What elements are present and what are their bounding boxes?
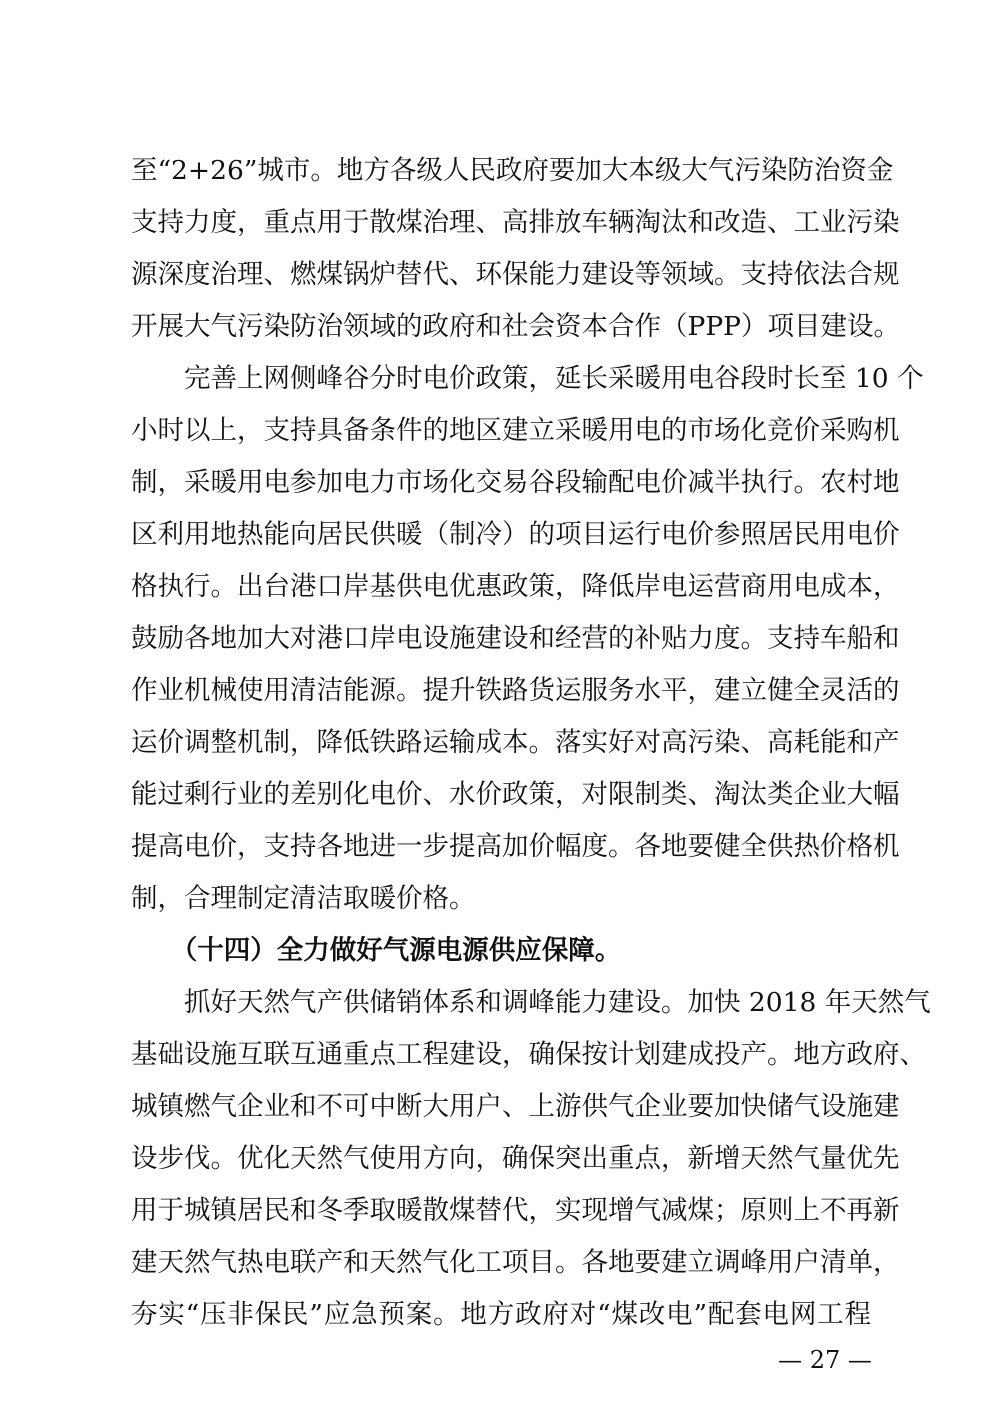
paragraph-line: 格执行。出台港口岸基供电优惠政策，降低岸电运营商用电成本， xyxy=(131,571,900,602)
section-heading: （十四）全力做好气源电源供应保障。 xyxy=(131,935,622,966)
paragraph-line: 城镇燃气企业和不可中断大用户、上游供气企业要加快储气设施建 xyxy=(131,1091,900,1122)
paragraph-line: 设步伐。优化天然气使用方向，确保突出重点，新增天然气量优先 xyxy=(131,1143,900,1174)
paragraph-line: 运价调整机制，降低铁路运输成本。落实好对高污染、高耗能和产 xyxy=(131,727,900,758)
paragraph-line: 制，合理制定清洁取暖价格。 xyxy=(131,883,476,914)
paragraph-line: 能过剩行业的差别化电价、水价政策，对限制类、淘汰类企业大幅 xyxy=(131,779,900,810)
paragraph-line: 制，采暖用电参加电力市场化交易谷段输配电价减半执行。农村地 xyxy=(131,467,900,498)
paragraph-line: 支持力度，重点用于散煤治理、高排放车辆淘汰和改造、工业污染 xyxy=(131,207,900,238)
paragraph-line: 完善上网侧峰谷分时电价政策，延长采暖用电谷段时长至 10 个 xyxy=(131,363,924,394)
paragraph-line: 抓好天然气产供储销体系和调峰能力建设。加快 2018 年天然气 xyxy=(131,987,931,1018)
paragraph-line: 基础设施互联互通重点工程建设，确保按计划建成投产。地方政府、 xyxy=(131,1039,926,1070)
page-number: — 27 — xyxy=(778,1346,872,1374)
paragraph-line: 至“2+26”城市。地方各级人民政府要加大本级大气污染防治资金 xyxy=(131,155,894,186)
paragraph-line: 鼓励各地加大对港口岸电设施建设和经营的补贴力度。支持车船和 xyxy=(131,623,900,654)
paragraph-line: 开展大气污染防治领域的政府和社会资本合作（PPP）项目建设。 xyxy=(131,311,900,342)
paragraph-line: 夯实“压非保民”应急预案。地方政府对“煤改电”配套电网工程 xyxy=(131,1299,871,1330)
paragraph-line: 源深度治理、燃煤锅炉替代、环保能力建设等领域。支持依法合规 xyxy=(131,259,900,290)
paragraph-line: 区利用地热能向居民供暖（制冷）的项目运行电价参照居民用电价 xyxy=(131,519,900,550)
paragraph-line: 提高电价，支持各地进一步提高加价幅度。各地要健全供热价格机 xyxy=(131,831,900,862)
paragraph-line: 用于城镇居民和冬季取暖散煤替代，实现增气减煤；原则上不再新 xyxy=(131,1195,900,1226)
paragraph-line: 作业机械使用清洁能源。提升铁路货运服务水平，建立健全灵活的 xyxy=(131,675,900,706)
paragraph-line: 建天然气热电联产和天然气化工项目。各地要建立调峰用户清单， xyxy=(131,1247,900,1278)
paragraph-line: 小时以上，支持具备条件的地区建立采暖用电的市场化竞价采购机 xyxy=(131,415,900,446)
